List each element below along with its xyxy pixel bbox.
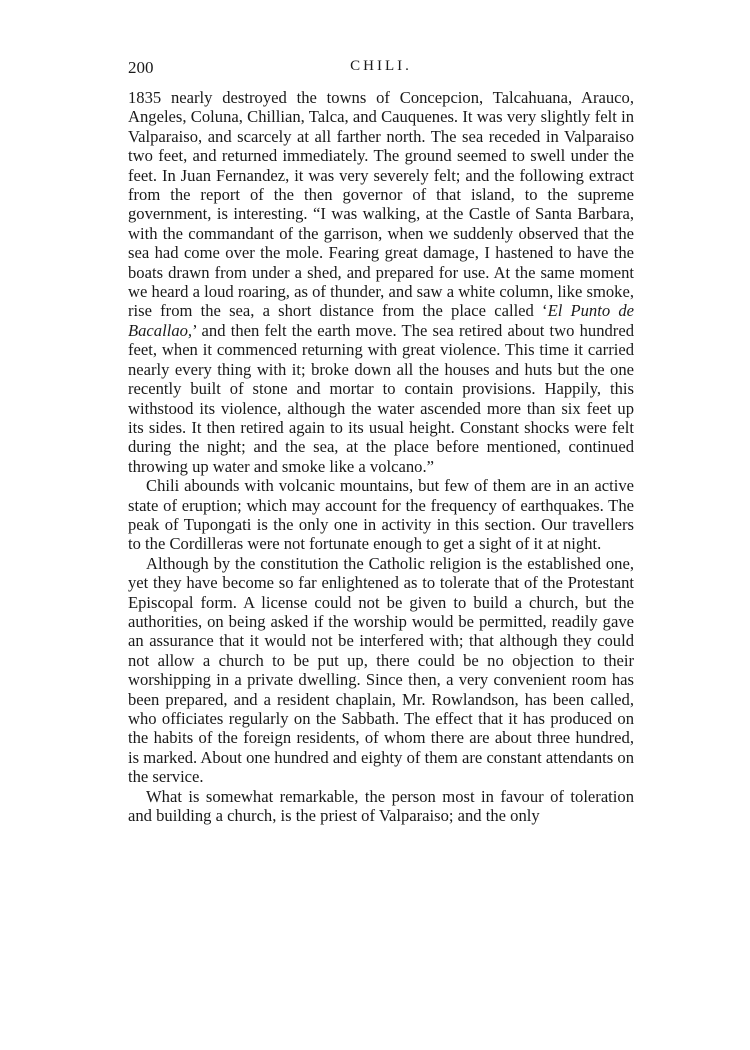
running-head: CHILI.	[350, 58, 412, 74]
text-run: 1835 nearly destroyed the towns of Concepcion, Talcahuana, Arauco, Angeles, Coluna, Chillian, Talca, and Cauquenes. It was very slightly felt in Valparaiso, and scarcely at all farther north. The sea receded in Valparaiso two feet, and returned immediately. The ground seemed to swell under the feet. In Juan Fernandez, it was very severely felt; and the following extract from the report of the then governor of that island, to the supreme government, is interesting. “I was walking, at the Castle of Santa Barbara, with the commandant of the garrison, when we suddenly observed that the sea had come over the mole. Fearing great damage, I hastened to have the boats drawn from under a shed, and prepared for use. At the same moment we heard a loud roaring, as of thunder, and saw a white column, like smoke, rise from the sea, a short distance from the place called ‘	[128, 88, 634, 321]
page-header	[128, 58, 634, 88]
text-run: What is somewhat remarkable, the person most in favour of toleration and building a church, is the priest of Valparaiso; and the only	[128, 786, 634, 826]
text-run: Although by the constitution the Catholic religion is the established one, yet they have become so far enlightened as to tolerate that of the Protestant Episcopal form. A license could not be given to build a church, but the authorities, on being asked if the worship would be permitted, readily gave an assurance that it would not be interfered with; that although they could not allow a church to be put up, there could be no objection to their worshipping in a private dwelling. Since then, a very convenient room has been prepared, and a resident chaplain, Mr. Rowlandson, has been called, who officiates regularly on the Sabbath. The effect that it has produced on the habits of the foreign residents, of whom there are about three hundred, is marked. About one hundred and eighty of them are constant attendants on the service.	[128, 553, 634, 787]
body-paragraph	[128, 88, 634, 476]
book-page	[128, 58, 634, 825]
italic-phrase: El Punto de Bacallao,	[128, 301, 634, 340]
text-run: Chili abounds with volcanic mountains, but few of them are in an active state of eruption; which may account for the frequency of earthquakes. The peak of Tupongati is the only one in activity in this section. Our travellers to the Cordilleras were not fortunate enough to get a sight of it at night.	[128, 476, 634, 554]
text-run: ’ and then felt the earth move. The sea retired about two hundred feet, when it commenced returning with great violence. This time it carried nearly every thing with it; broke down all the houses and huts but the one recently built of stone and mortar to contain provisions. Happily, this withstood its violence, although the water ascended more than six feet up its sides. It then retired again to its usual height. Constant shocks were felt during the night; and the sea, at the place before mentioned, continued throwing up water and smoke like a volcano.”	[128, 320, 634, 476]
page-number: 200	[128, 58, 154, 77]
body-paragraph	[128, 476, 634, 554]
body-paragraph	[128, 787, 634, 826]
body-text	[128, 88, 634, 825]
body-paragraph	[128, 554, 634, 787]
